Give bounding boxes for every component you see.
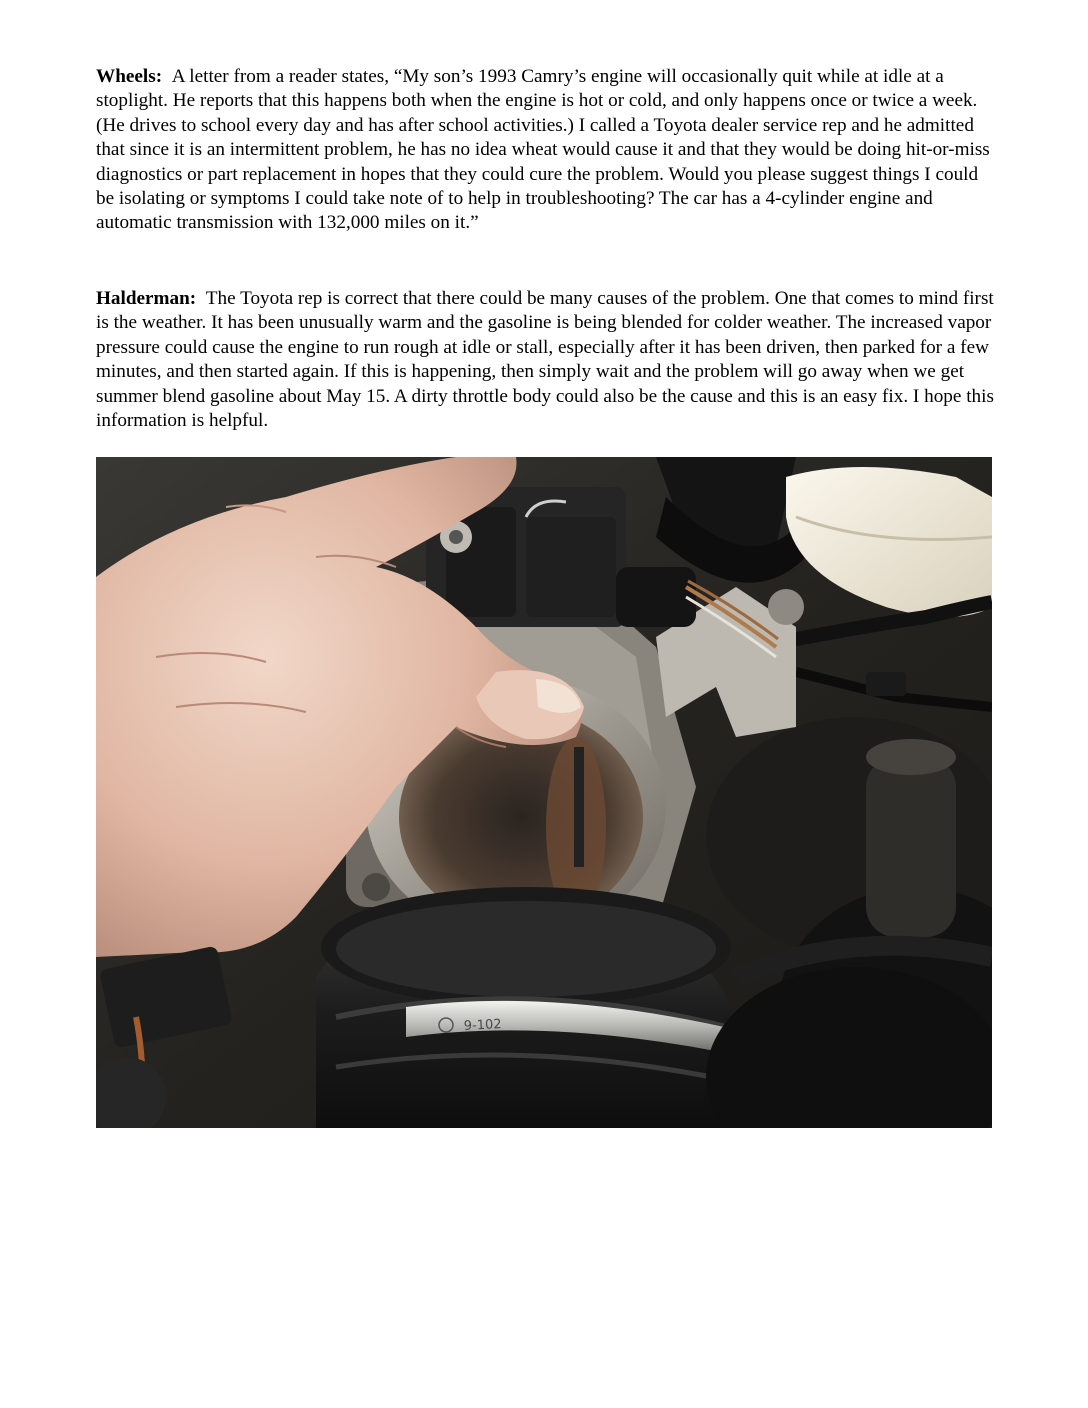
wheels-letter-paragraph [96,65,996,236]
engine-throttle-body-photo [96,457,992,1128]
halderman-answer-paragraph [96,287,996,433]
clamp-marking: 9-102 [463,1017,502,1034]
letter-text: A letter from a reader states, “My son’s 1993 Camry’s engine will occasionally quit while at idle at a stoplight. He reports that this happens both when the engine is hot or cold, and only happens once or twice a week. (He drives to school every day and has after school activities.) I called a Toyota dealer service rep and he admitted that since it is an intermittent problem, he has no idea wheat would cause it and that they would be doing hit-or-miss diagnostics or part replacement in hopes that they could cure the problem. Would you please suggest things I could be isolating or symptoms I could take note of to help in troubleshooting? The car has a 4-cylinder engine and automatic transmission with 132,000 miles on it.” [96,66,990,234]
answer-text: The Toyota rep is correct that there could be many causes of the problem. One that comes to mind first is the weather. It has been unusually warm and the gasoline is being blended for colder weather. The increased vapor pressure could cause the engine to run rough at idle or stall, especially after it has been driven, then parked for a few minutes, and then started again. If this is happening, then simply wait and the problem will go away when we get summer blend gasoline about May 15. A dirty throttle body could also be the cause and this is an easy fix. I hope this information is helpful. [96,288,994,432]
speaker-label-halderman: Halderman: [96,288,197,309]
speaker-label-wheels: Wheels: [96,66,163,87]
